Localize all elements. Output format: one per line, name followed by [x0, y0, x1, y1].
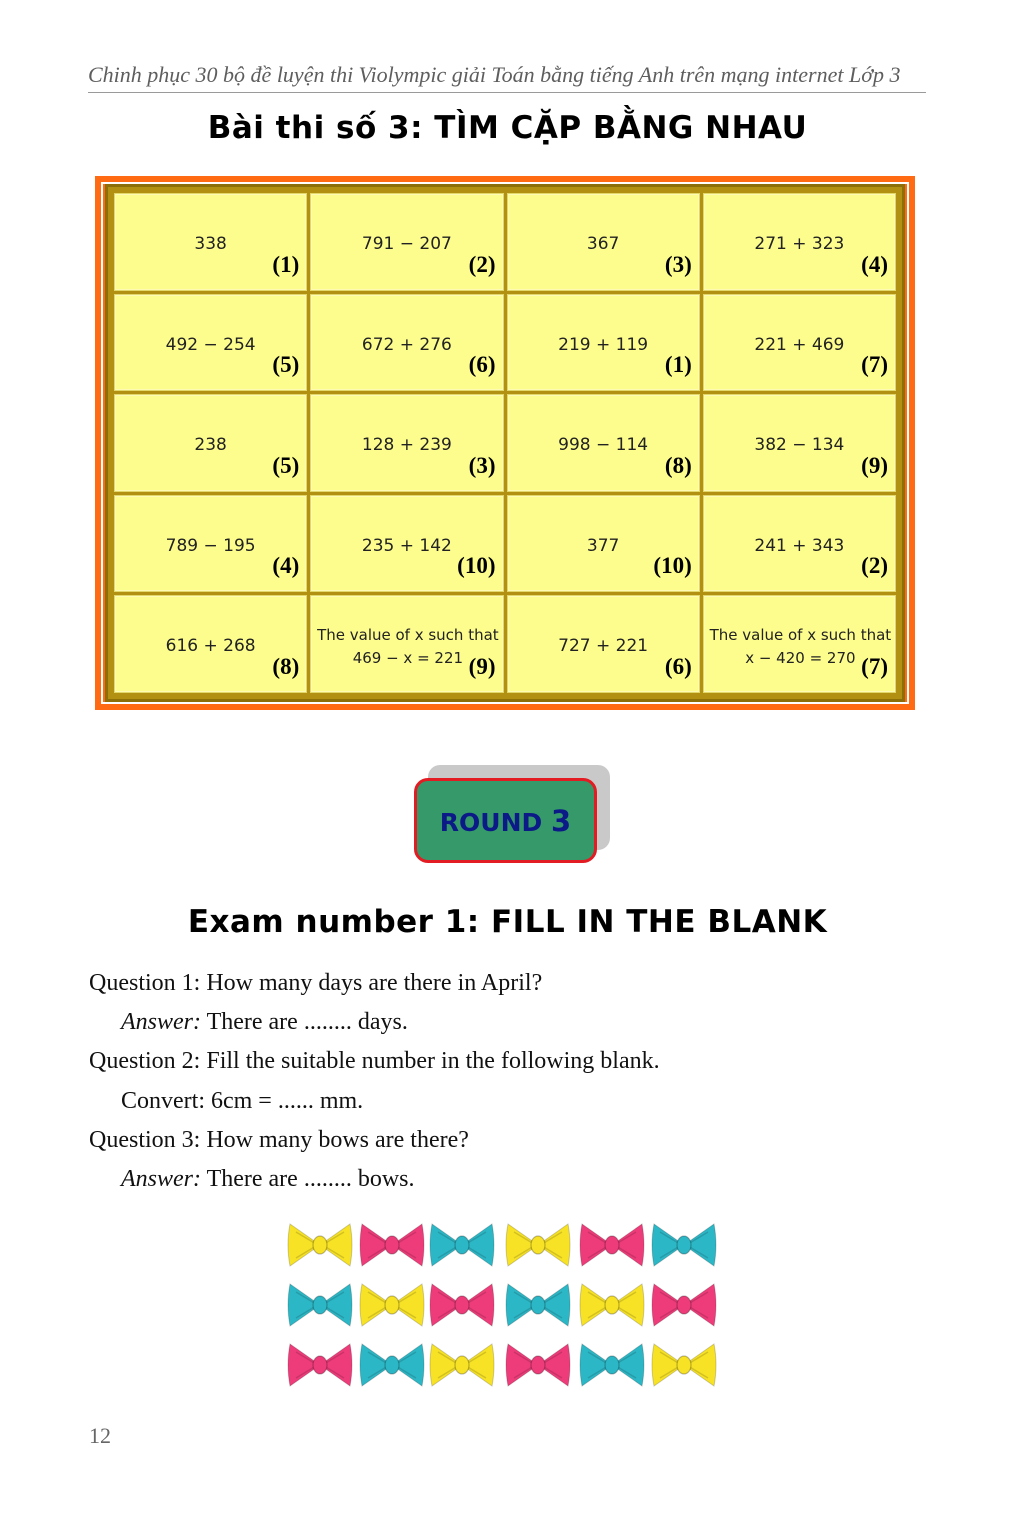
card-expression: 672 + 276 — [361, 334, 452, 355]
card-number: (6) — [468, 352, 496, 378]
bows-picture — [278, 1210, 738, 1405]
board-frame — [105, 184, 905, 702]
answer-3 — [121, 1166, 415, 1193]
answer-1-text: There are ........ days. — [201, 1009, 408, 1035]
card-expression: 382 − 134 — [754, 435, 845, 456]
match-card[interactable] — [703, 495, 896, 593]
answer-2: Convert: 6cm = ...... mm. — [121, 1088, 364, 1114]
match-card[interactable] — [114, 394, 307, 492]
card-expression: 791 − 207 — [361, 234, 452, 254]
card-number: (5) — [272, 352, 300, 378]
page-number: 12 — [89, 1423, 111, 1448]
bow-icon — [578, 1278, 646, 1332]
bow-icon — [286, 1218, 354, 1272]
card-number: (1) — [272, 251, 300, 277]
card-number: (4) — [272, 553, 300, 579]
bow-icon — [650, 1218, 718, 1272]
match-card[interactable] — [310, 294, 503, 392]
section-title-fill-blank: Exam number 1: FILL IN THE BLANK — [187, 904, 828, 940]
card-expression: 338 — [194, 234, 227, 254]
answer-3-label: Answer: — [121, 1166, 201, 1192]
match-card[interactable] — [507, 294, 700, 392]
match-card[interactable] — [507, 495, 700, 593]
bow-icon — [358, 1338, 426, 1392]
bow-icon — [358, 1278, 426, 1332]
card-number: (8) — [664, 452, 692, 478]
answer-1 — [121, 1009, 408, 1036]
card-expression: 616 + 268 — [165, 636, 256, 657]
card-number: (6) — [664, 653, 692, 679]
match-card[interactable] — [703, 193, 896, 291]
card-expression: 128 + 239 — [361, 435, 452, 456]
bow-icon — [504, 1278, 572, 1332]
question-2-text: : Fill the suitable number in the following blank. — [193, 1048, 660, 1074]
card-expression: 235 + 142 — [361, 535, 452, 556]
bow-icon — [428, 1278, 496, 1332]
bow-icon — [286, 1338, 354, 1392]
answer-1-label: Answer: — [121, 1009, 201, 1035]
card-number: (3) — [664, 251, 692, 277]
card-number: (1) — [664, 352, 692, 378]
bow-icon — [358, 1218, 426, 1272]
question-1 — [89, 970, 542, 997]
match-card[interactable] — [507, 193, 700, 291]
round-badge — [414, 778, 597, 863]
header-text: Chinh phục 30 bộ đề luyện thi Violympic giải Toán bằng tiếng Anh trên mạng internet Lớp 3 — [88, 62, 901, 87]
bow-icon — [428, 1218, 496, 1272]
match-card[interactable] — [507, 394, 700, 492]
card-number: (2) — [468, 251, 496, 277]
question-3-text: : How many bows are there? — [193, 1127, 469, 1153]
card-number: (9) — [468, 653, 496, 679]
round-label — [440, 804, 571, 838]
bow-icon — [650, 1278, 718, 1332]
card-expression: 221 + 469 — [754, 334, 845, 355]
card-expression: The value of x such that x − 420 = 270 — [709, 626, 892, 668]
question-2-label: Question 2 — [89, 1048, 194, 1074]
match-card[interactable] — [310, 193, 503, 291]
card-number: (3) — [468, 452, 496, 478]
bow-icon — [504, 1338, 572, 1392]
card-expression: 271 + 323 — [754, 234, 845, 254]
card-expression: 789 − 195 — [165, 535, 256, 556]
match-card[interactable] — [114, 193, 307, 291]
card-expression: 727 + 221 — [558, 636, 649, 657]
match-card[interactable] — [114, 495, 307, 593]
question-1-label: Question 1 — [89, 970, 194, 996]
section-title-matching: Bài thi số 3: TÌM CẶP BẰNG NHAU — [207, 110, 808, 146]
card-expression: The value of x such that 469 − x = 221 — [317, 626, 499, 668]
question-2 — [89, 1048, 660, 1075]
card-number: (7) — [861, 653, 888, 679]
match-card[interactable] — [310, 495, 503, 593]
bow-icon — [578, 1338, 646, 1392]
match-card[interactable] — [114, 595, 307, 693]
card-number: (2) — [861, 553, 888, 579]
matching-board — [95, 176, 915, 710]
card-number: (8) — [272, 653, 300, 679]
match-card[interactable] — [114, 294, 307, 392]
match-card[interactable] — [310, 394, 503, 492]
bow-icon — [650, 1338, 718, 1392]
running-header — [88, 62, 926, 93]
card-number: (9) — [861, 452, 888, 478]
match-card[interactable] — [703, 294, 896, 392]
card-expression: 219 + 119 — [558, 334, 649, 355]
question-3-label: Question 3 — [89, 1127, 194, 1153]
card-number: (4) — [861, 251, 888, 277]
bow-icon — [504, 1218, 572, 1272]
card-number: (10) — [653, 553, 692, 579]
bow-icon — [578, 1218, 646, 1272]
question-1-text: : How many days are there in April? — [193, 970, 543, 996]
card-expression: 238 — [194, 435, 227, 456]
card-number: (10) — [457, 553, 496, 579]
round-number: 3 — [551, 803, 572, 838]
card-expression: 998 − 114 — [558, 435, 649, 456]
card-grid — [114, 193, 896, 693]
match-card[interactable] — [703, 394, 896, 492]
card-expression: 367 — [586, 234, 620, 254]
match-card[interactable] — [507, 595, 700, 693]
card-number: (5) — [272, 452, 300, 478]
card-expression: 492 − 254 — [165, 334, 256, 355]
round-word: ROUND — [439, 807, 543, 837]
card-expression: 241 + 343 — [754, 535, 845, 556]
bow-icon — [428, 1338, 496, 1392]
bow-icon — [286, 1278, 354, 1332]
question-3 — [89, 1127, 469, 1154]
answer-3-text: There are ........ bows. — [201, 1166, 415, 1192]
card-expression: 377 — [586, 535, 620, 556]
match-card[interactable] — [310, 595, 503, 693]
card-number: (7) — [861, 352, 888, 378]
match-card[interactable] — [703, 595, 896, 693]
